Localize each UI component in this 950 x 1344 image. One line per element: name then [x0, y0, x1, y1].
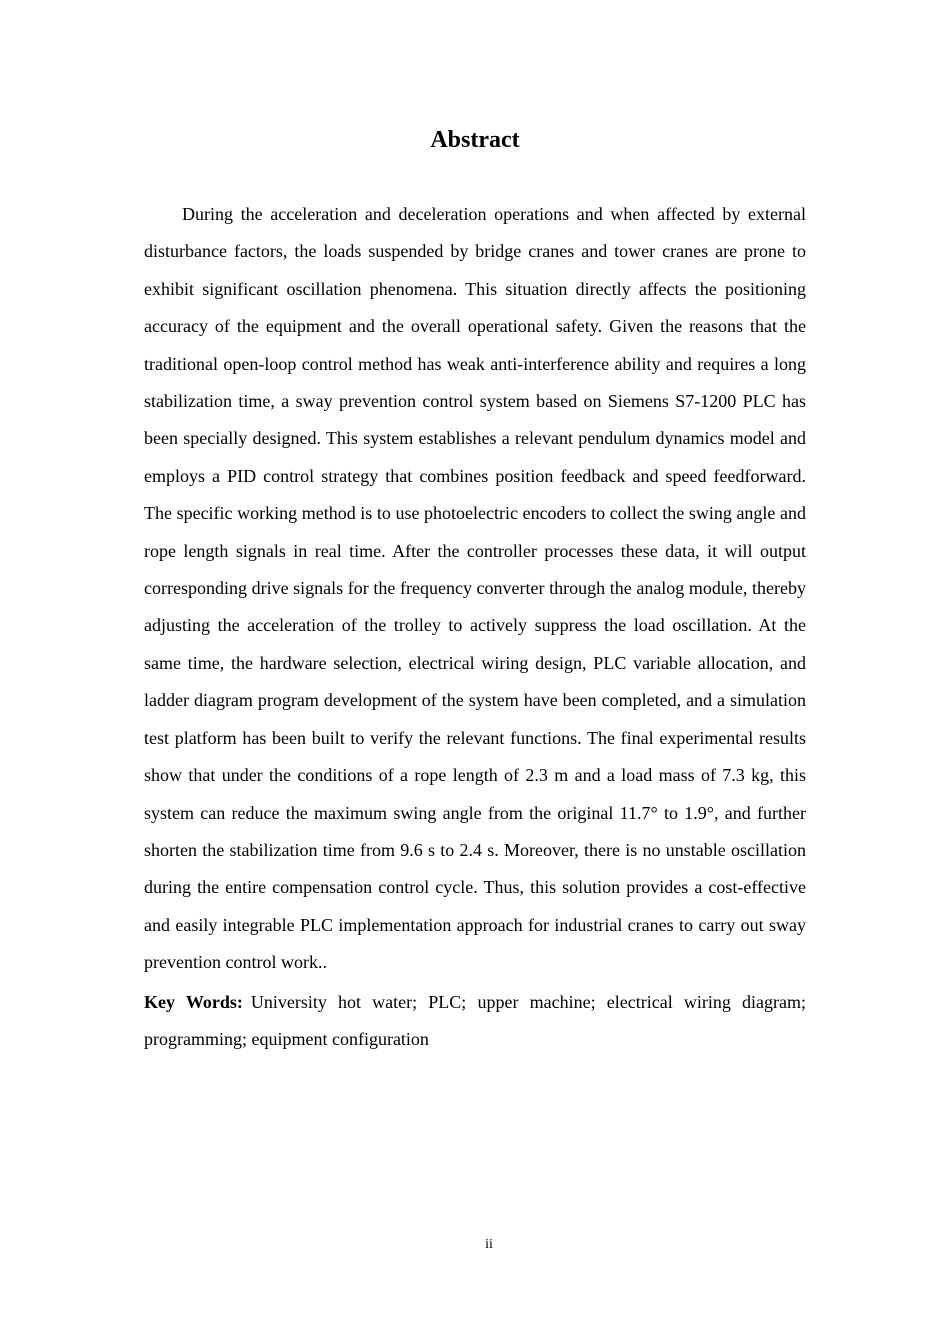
- page-title: Abstract: [430, 127, 520, 153]
- abstract-paragraph: During the acceleration and deceleration operations and when affected by external disturbance factors, the loads suspended by bridge cranes and tower cranes are prone to exhibit significant oscillation phenomena. This situation directly affects the positioning accuracy of the equipment and the overall operational safety. Given the reasons that the traditional open-loop control method has weak anti-interference ability and requires a long stabilization time, a sway prevention control system based on Siemens S7-1200 PLC has been specially designed. This system establishes a relevant pendulum dynamics model and employs a PID control strategy that combines position feedback and speed feedforward. The specific working method is to use photoelectric encoders to collect the swing angle and rope length signals in real time. After the controller processes these data, it will output corresponding drive signals for the frequency converter through the analog module, thereby adjusting the acceleration of the trolley to actively suppress the load oscillation. At the same time, the hardware selection, electrical wiring design, PLC variable allocation, and ladder diagram program development of the system have been completed, and a simulation test platform has been built to verify the relevant functions. The final experimental results show that under the conditions of a rope length of 2.3 m and a load mass of 7.3 kg, this system can reduce the maximum swing angle from the original 11.7° to 1.9°, and further shorten the stabilization time from 9.6 s to 2.4 s. Moreover, there is no unstable oscillation during the entire compensation control cycle. Thus, this solution provides a cost-effective and easily integrable PLC implementation approach for industrial cranes to carry out sway prevention control work..: [144, 204, 806, 973]
- keywords-text: University hot water; PLC; upper machine; electrical wiring diagram; programming; equipment configuration: [144, 992, 806, 1050]
- page-number: ii: [485, 1237, 493, 1252]
- keywords-line: [144, 984, 806, 1059]
- keywords-label: Key Words:: [144, 992, 243, 1012]
